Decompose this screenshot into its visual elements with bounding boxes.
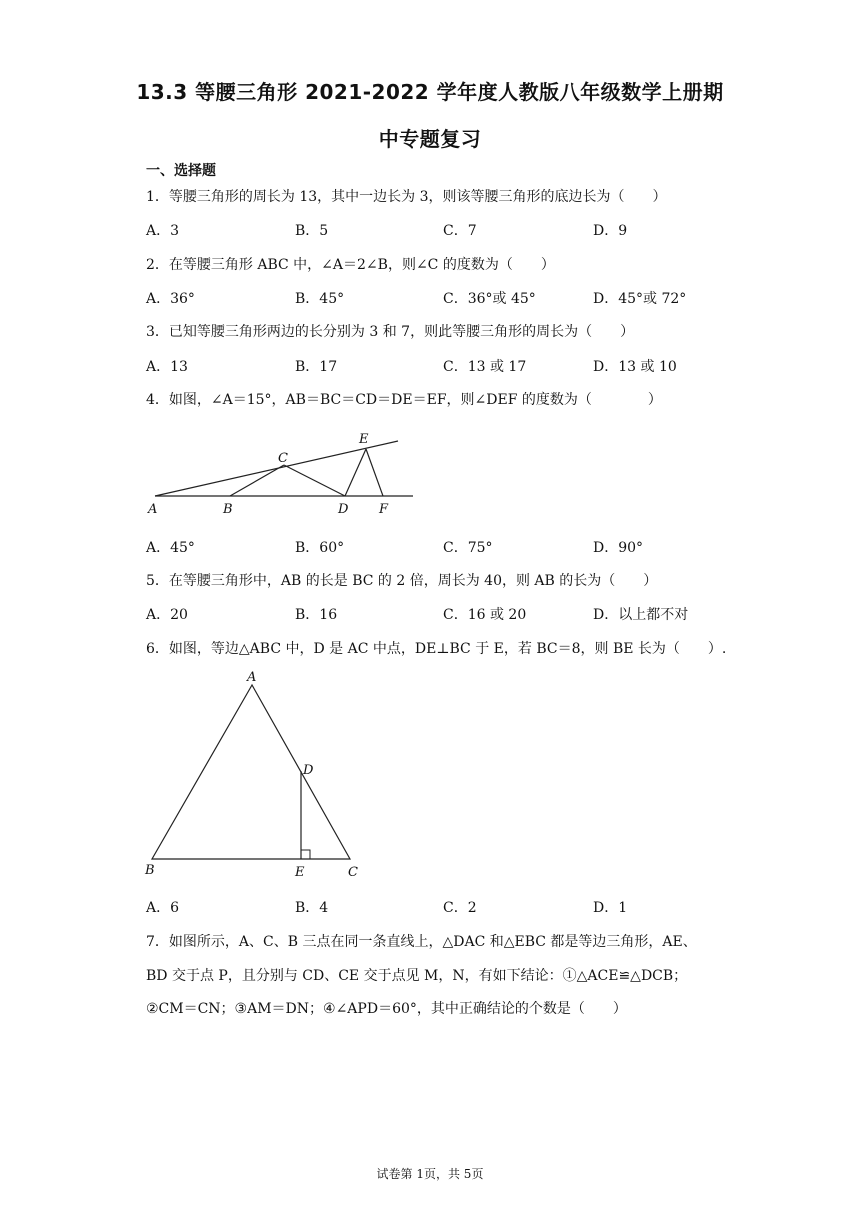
option-c: C．16 或 20	[443, 607, 527, 623]
question-6-text: 6．如图，等边△ABC 中，D 是 AC 中点，DE⊥BC 于 E，若 BC＝8，则 BE 长为（ ）.	[146, 641, 727, 657]
right-angle-mark	[301, 850, 310, 859]
point-label-e: E	[359, 432, 369, 447]
page-footer: 试卷第 1页，共 5页	[376, 1167, 484, 1181]
option-b: B．17	[295, 359, 338, 375]
segment-ef	[366, 449, 383, 496]
slant-line	[155, 441, 398, 496]
question-7-line-1: 7．如图所示，A、C、B 三点在同一条直线上，△DAC 和△EBC 都是等边三角形，AE、	[146, 934, 697, 950]
segment-bc	[230, 465, 284, 496]
option-d: D．以上都不对	[593, 607, 689, 623]
question-4-text: 4．如图，∠A＝15°，AB＝BC＝CD＝DE＝EF，则∠DEF 的度数为（ ）	[146, 392, 662, 408]
document-title-line1: 13.3 等腰三角形 2021-2022 学年度人教版八年级数学上册期	[136, 80, 724, 104]
section-heading: 一、选择题	[146, 163, 216, 179]
option-b: B．60°	[295, 540, 345, 556]
point-label-c: C	[348, 865, 358, 880]
point-label-d: D	[338, 502, 349, 517]
point-label-b: B	[223, 502, 233, 517]
point-label-b: B	[145, 863, 155, 878]
option-d: D．13 或 10	[593, 359, 677, 375]
option-c: C．2	[443, 900, 477, 916]
segment-de	[345, 449, 366, 496]
option-a: A．36°	[146, 291, 195, 307]
question-2-text: 2．在等腰三角形 ABC 中，∠A＝2∠B，则∠C 的度数为（ ）	[146, 257, 555, 273]
question-4-figure	[140, 425, 430, 520]
question-7-line-3: ②CM＝CN；③AM＝DN；④∠APD＝60°，其中正确结论的个数是（ ）	[146, 1001, 627, 1017]
option-c: C．7	[443, 223, 477, 239]
question-1-text: 1．等腰三角形的周长为 13，其中一边长为 3，则该等腰三角形的底边长为（ ）	[146, 189, 667, 205]
question-3-text: 3．已知等腰三角形两边的长分别为 3 和 7，则此等腰三角形的周长为（ ）	[146, 324, 635, 340]
option-c: C．36°或 45°	[443, 291, 536, 307]
option-d: D．45°或 72°	[593, 291, 687, 307]
point-label-a: A	[148, 502, 158, 517]
option-d: D．1	[593, 900, 628, 916]
document-title-line2: 中专题复习	[378, 127, 482, 151]
question-6-figure	[140, 665, 370, 883]
point-label-f: F	[379, 502, 389, 517]
option-b: B．4	[295, 900, 329, 916]
option-a: A．3	[146, 223, 180, 239]
option-a: A．13	[146, 359, 188, 375]
option-b: B．16	[295, 607, 338, 623]
option-b: B．45°	[295, 291, 345, 307]
segment-cd	[284, 465, 345, 496]
option-c: C．13 或 17	[443, 359, 527, 375]
point-label-e: E	[295, 865, 305, 880]
question-5-text: 5．在等腰三角形中，AB 的长是 BC 的 2 倍，周长为 40，则 AB 的长为（ ）	[146, 573, 658, 589]
triangle-abc	[152, 685, 350, 859]
option-a: A．20	[146, 607, 188, 623]
point-label-a: A	[247, 670, 257, 685]
option-a: A．6	[146, 900, 180, 916]
option-b: B．5	[295, 223, 329, 239]
question-7-line-2: BD 交于点 P，且分别与 CD、CE 交于点见 M，N，有如下结论：①△ACE≌△DCB；	[146, 968, 688, 984]
option-a: A．45°	[146, 540, 195, 556]
option-d: D．9	[593, 223, 628, 239]
point-label-d: D	[303, 763, 314, 778]
point-label-c: C	[278, 451, 288, 466]
option-c: C．75°	[443, 540, 493, 556]
option-d: D．90°	[593, 540, 644, 556]
